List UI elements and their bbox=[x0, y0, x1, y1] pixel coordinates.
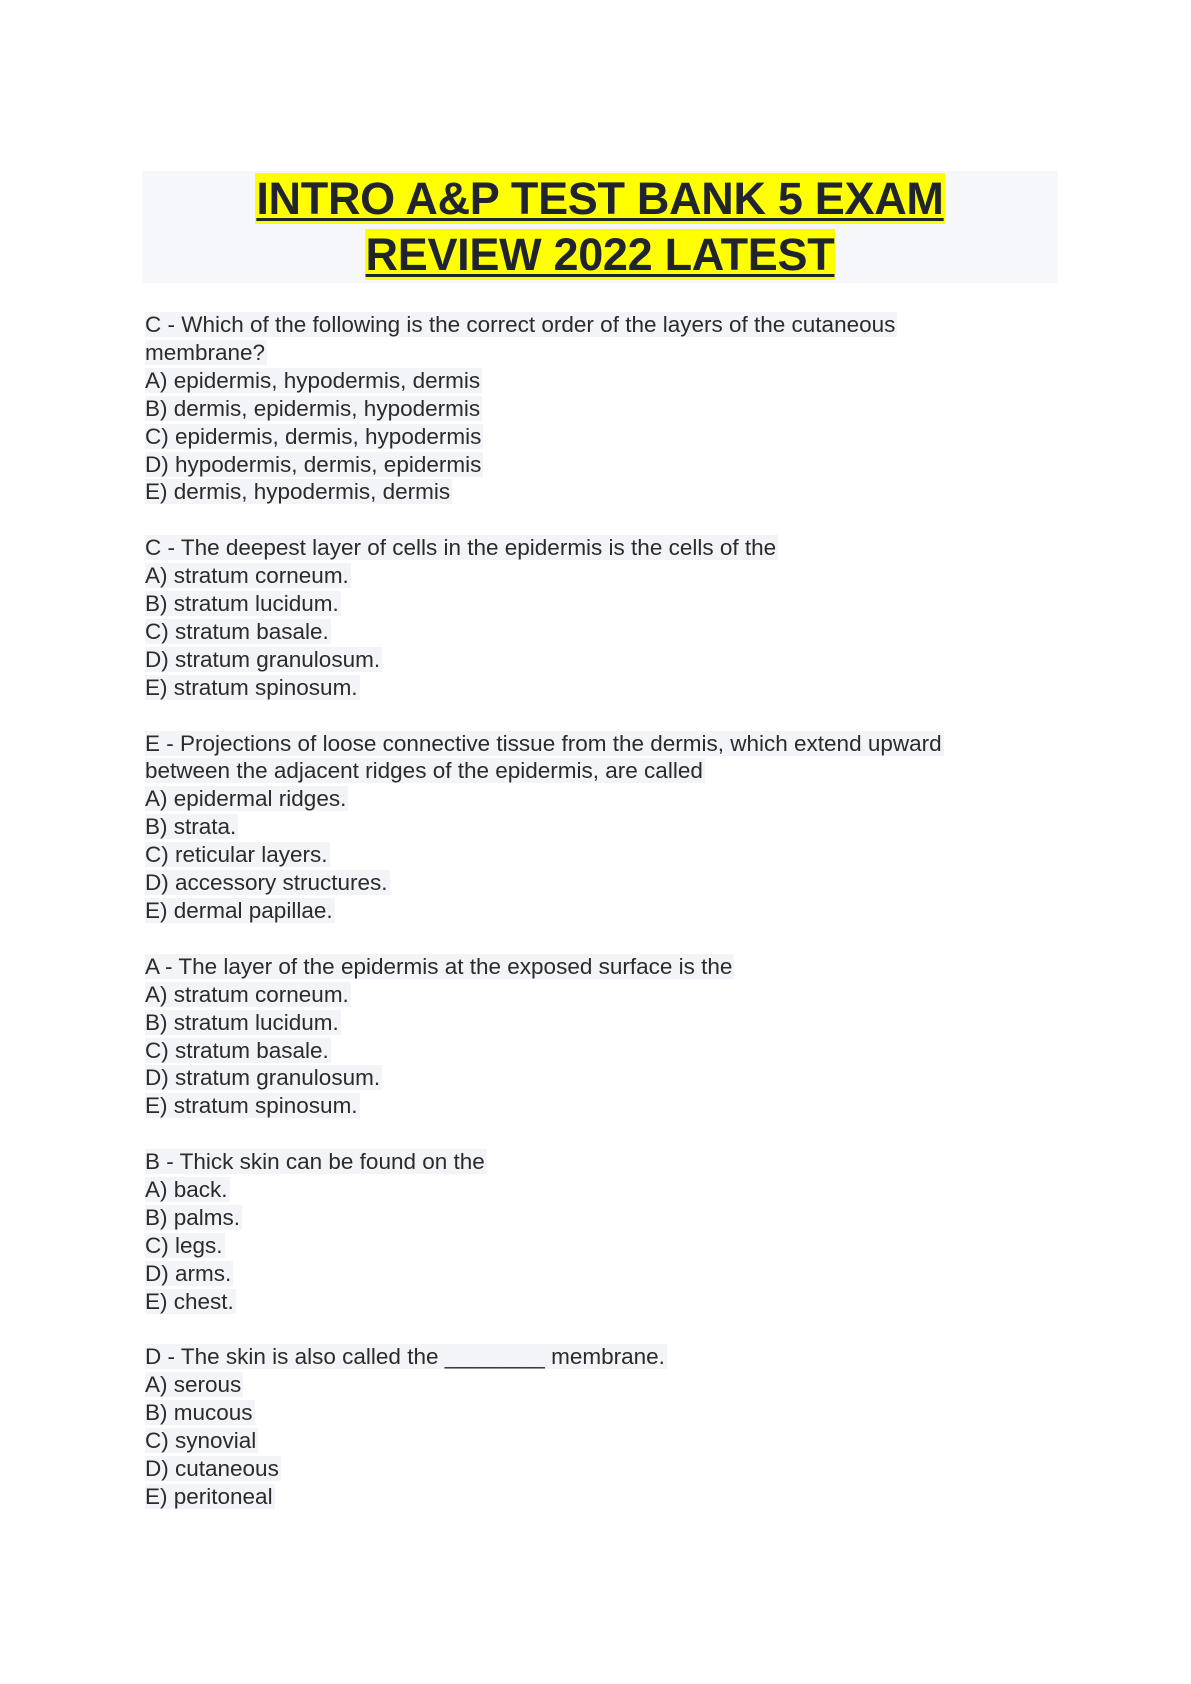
question-prompt-text: A - The layer of the epidermis at the exposed surface is the bbox=[145, 953, 733, 979]
answer-option bbox=[145, 841, 1045, 869]
question-block bbox=[145, 953, 1045, 1120]
answer-option bbox=[145, 1232, 1045, 1260]
document-title-line-2: REVIEW 2022 LATEST bbox=[365, 229, 835, 280]
answer-option-text: D) arms. bbox=[145, 1260, 232, 1286]
question-prompt-line bbox=[145, 953, 1045, 981]
answer-option bbox=[145, 590, 1045, 618]
question-block bbox=[145, 534, 1045, 701]
answer-option bbox=[145, 674, 1045, 702]
answer-option-text: E) peritoneal bbox=[145, 1483, 273, 1509]
question-block bbox=[145, 311, 1045, 506]
question-prompt-text: E - Projections of loose connective tissue from the dermis, which extend upward bbox=[145, 730, 942, 756]
answer-option bbox=[145, 1371, 1045, 1399]
answer-option-text: B) stratum lucidum. bbox=[145, 1009, 339, 1035]
answer-option-text: D) cutaneous bbox=[145, 1456, 279, 1482]
question-prompt-line bbox=[145, 1148, 1045, 1176]
answer-option bbox=[145, 1483, 1045, 1511]
question-prompt-text: B - Thick skin can be found on the bbox=[145, 1149, 485, 1175]
answer-option-text: E) dermis, hypodermis, dermis bbox=[145, 479, 451, 505]
answer-option-text: B) dermis, epidermis, hypodermis bbox=[145, 395, 481, 421]
question-prompt-text: C - Which of the following is the correct order of the layers of the cutaneous bbox=[145, 312, 896, 337]
question-prompt-text: between the adjacent ridges of the epidermis, are called bbox=[145, 758, 703, 784]
document-title-line-1: INTRO A&P TEST BANK 5 EXAM bbox=[256, 173, 944, 224]
answer-option-text: B) palms. bbox=[145, 1204, 241, 1230]
answer-option-text: E) dermal papillae. bbox=[145, 898, 333, 923]
question-block bbox=[145, 730, 1045, 925]
answer-option-text: E) stratum spinosum. bbox=[145, 674, 358, 700]
answer-option-text: A) stratum corneum. bbox=[145, 563, 349, 589]
answer-option-text: A) epidermal ridges. bbox=[145, 786, 347, 812]
answer-option bbox=[145, 1288, 1045, 1316]
answer-option-text: D) accessory structures. bbox=[145, 870, 388, 896]
answer-option-text: C) stratum basale. bbox=[145, 618, 329, 644]
answer-option-text: B) mucous bbox=[145, 1400, 253, 1426]
answer-option-text: A) epidermis, hypodermis, dermis bbox=[145, 367, 481, 393]
answer-option-text: C) legs. bbox=[145, 1232, 223, 1258]
answer-option bbox=[145, 869, 1045, 897]
document-title-block bbox=[142, 171, 1058, 283]
answer-option bbox=[145, 813, 1045, 841]
answer-option bbox=[145, 1009, 1045, 1037]
answer-option bbox=[145, 1204, 1045, 1232]
question-prompt-line bbox=[145, 339, 1045, 367]
answer-option bbox=[145, 367, 1045, 395]
answer-option-text: B) strata. bbox=[145, 814, 237, 840]
answer-option bbox=[145, 1260, 1045, 1288]
answer-option bbox=[145, 785, 1045, 813]
answer-option-text: D) hypodermis, dermis, epidermis bbox=[145, 451, 482, 477]
question-prompt-line bbox=[145, 311, 1045, 339]
answer-option bbox=[145, 618, 1045, 646]
title-line-1 bbox=[142, 171, 1058, 227]
question-prompt-line bbox=[145, 757, 1045, 785]
answer-option bbox=[145, 981, 1045, 1009]
answer-option bbox=[145, 646, 1045, 674]
question-prompt-text: D - The skin is also called the ________ membrane. bbox=[145, 1344, 665, 1370]
question-prompt-text: C - The deepest layer of cells in the epidermis is the cells of the bbox=[145, 535, 777, 561]
answer-option bbox=[145, 1037, 1045, 1065]
answer-option-text: A) stratum corneum. bbox=[145, 981, 349, 1007]
question-prompt-line bbox=[145, 534, 1045, 562]
answer-option bbox=[145, 423, 1045, 451]
answer-option-text: E) chest. bbox=[145, 1288, 234, 1314]
answer-option-text: C) synovial bbox=[145, 1428, 257, 1454]
question-prompt-line bbox=[145, 730, 1045, 758]
answer-option-text: D) stratum granulosum. bbox=[145, 1065, 381, 1091]
answer-option bbox=[145, 1092, 1045, 1120]
answer-option bbox=[145, 395, 1045, 423]
answer-option-text: E) stratum spinosum. bbox=[145, 1093, 358, 1119]
answer-option-text: C) epidermis, dermis, hypodermis bbox=[145, 423, 482, 449]
answer-option bbox=[145, 451, 1045, 479]
question-block bbox=[145, 1343, 1045, 1510]
answer-option bbox=[145, 1427, 1045, 1455]
question-prompt-line bbox=[145, 1343, 1045, 1371]
answer-option bbox=[145, 897, 1045, 925]
answer-option-text: C) stratum basale. bbox=[145, 1037, 329, 1063]
answer-option bbox=[145, 1399, 1045, 1427]
question-prompt-text: membrane? bbox=[145, 339, 266, 365]
answer-option-text: A) serous bbox=[145, 1372, 242, 1398]
question-list bbox=[145, 311, 1045, 1539]
answer-option bbox=[145, 1064, 1045, 1092]
answer-option-text: B) stratum lucidum. bbox=[145, 591, 339, 617]
answer-option-text: A) back. bbox=[145, 1177, 228, 1203]
answer-option bbox=[145, 1455, 1045, 1483]
title-line-2 bbox=[142, 227, 1058, 283]
answer-option-text: D) stratum granulosum. bbox=[145, 646, 381, 672]
question-block bbox=[145, 1148, 1045, 1315]
answer-option-text: C) reticular layers. bbox=[145, 842, 328, 868]
answer-option bbox=[145, 478, 1045, 506]
answer-option bbox=[145, 562, 1045, 590]
answer-option bbox=[145, 1176, 1045, 1204]
